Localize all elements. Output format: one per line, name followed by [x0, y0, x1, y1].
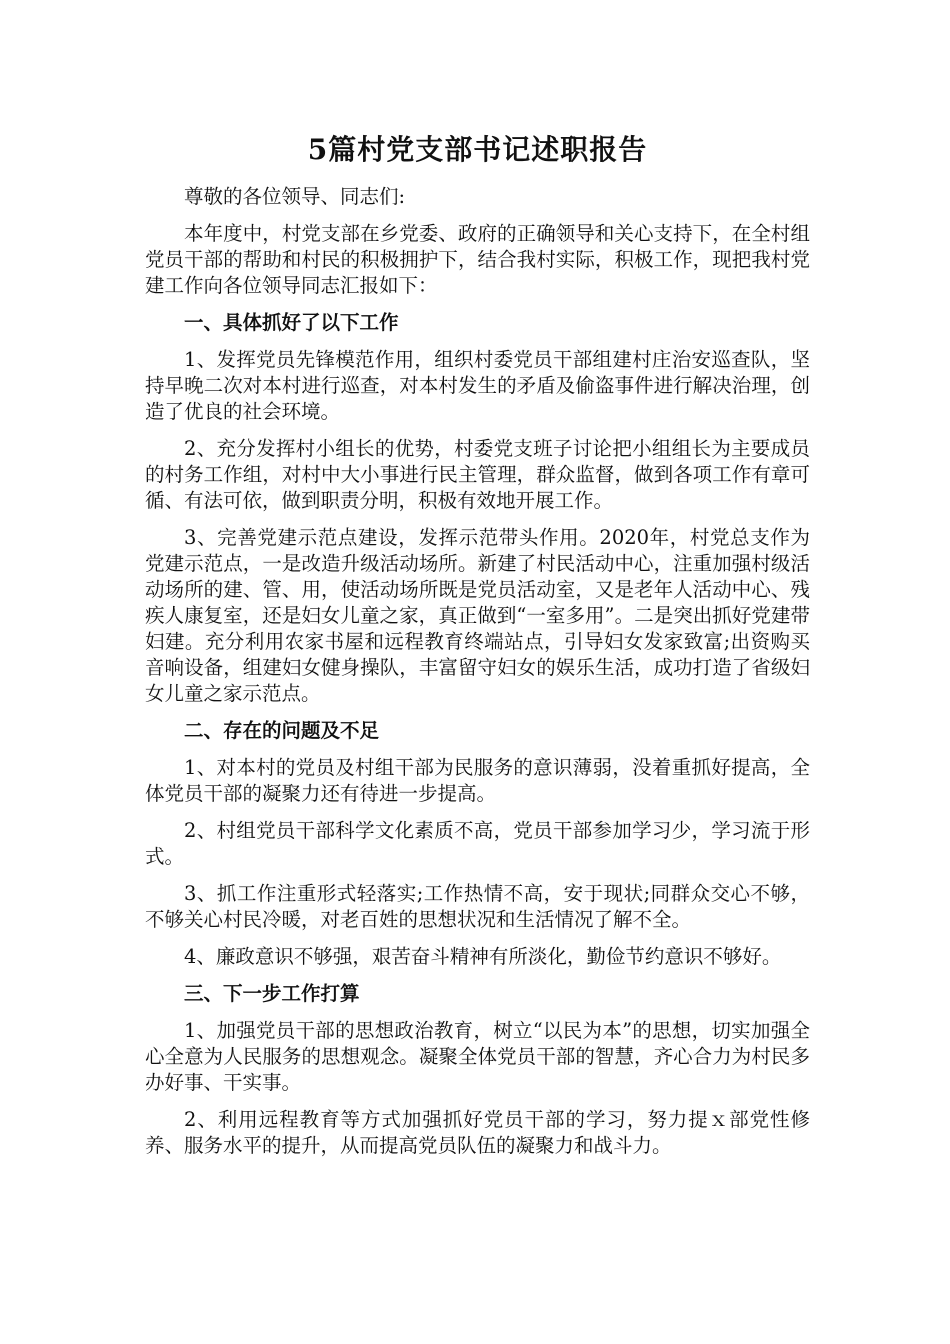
- paragraph: 1、对本村的党员及村组干部为民服务的意识薄弱，没着重抓好提高，全体党员干部的凝聚力还有待进一步提高。: [145, 756, 810, 805]
- paragraph: 2、村组党员干部科学文化素质不高，党员干部参加学习少，学习流于形式。: [145, 819, 810, 868]
- paragraph: 4、廉政意识不够强，艰苦奋斗精神有所淡化，勤俭节约意识不够好。: [184, 945, 782, 968]
- document-body: [145, 130, 810, 1170]
- salutation: 尊敬的各位领导、同志们:: [184, 185, 406, 208]
- section-heading: 三、下一步工作打算: [184, 982, 360, 1005]
- section-heading: 一、具体抓好了以下工作: [184, 311, 399, 334]
- paragraph: 2、充分发挥村小组长的优势，村委党支班子讨论把小组组长为主要成员的村务工作组，对村中大小事进行民主管理，群众监督，做到各项工作有章可循、有法可依，做到职责分明，积极有效地开展工作。: [145, 437, 810, 512]
- paragraph: 3、抓工作注重形式轻落实;工作热情不高，安于现状;同群众交心不够，不够关心村民冷暖，对老百姓的思想状况和生活情况了解不全。: [145, 882, 810, 931]
- paragraph: 1、发挥党员先锋模范作用，组织村委党员干部组建村庄治安巡查队，坚持早晚二次对本村进行巡查，对本村发生的矛盾及偷盗事件进行解决治理，创造了优良的社会环境。: [145, 348, 810, 423]
- paragraph: 2、利用远程教育等方式加强抓好党员干部的学习，努力提ｘ部党性修养、服务水平的提升，从而提高党员队伍的凝聚力和战斗力。: [145, 1108, 810, 1157]
- section-heading: 二、存在的问题及不足: [184, 719, 380, 742]
- paragraph: 3、完善党建示范点建设，发挥示范带头作用。2020年，村党总支作为党建示范点，一是改造升级活动场所。新建了村民活动中心，注重加强村级活动场所的建、管、用，使活动场所既是党员活动室，又是老年人活动中心、残疾人康复室，还是妇女儿童之家，真正做到“一室多用”。二是突出抓好党建带妇建。充分利用农家书屋和远程教育终端站点，引导妇女发家致富;出资购买音响设备，组建妇女健身操队，丰富留守妇女的娱乐生活，成功打造了省级妇女儿童之家示范点。: [145, 526, 810, 705]
- paragraph: 1、加强党员干部的思想政治教育，树立“以民为本”的思想，切实加强全心全意为人民服务的思想观念。凝聚全体党员干部的智慧，齐心合力为村民多办好事、干实事。: [145, 1019, 810, 1094]
- document-title: 5篇村党支部书记述职报告: [307, 133, 648, 166]
- intro-paragraph: 本年度中，村党支部在乡党委、政府的正确领导和关心支持下，在全村组党员干部的帮助和村民的积极拥护下，结合我村实际，积极工作，现把我村党建工作向各位领导同志汇报如下：: [145, 222, 810, 297]
